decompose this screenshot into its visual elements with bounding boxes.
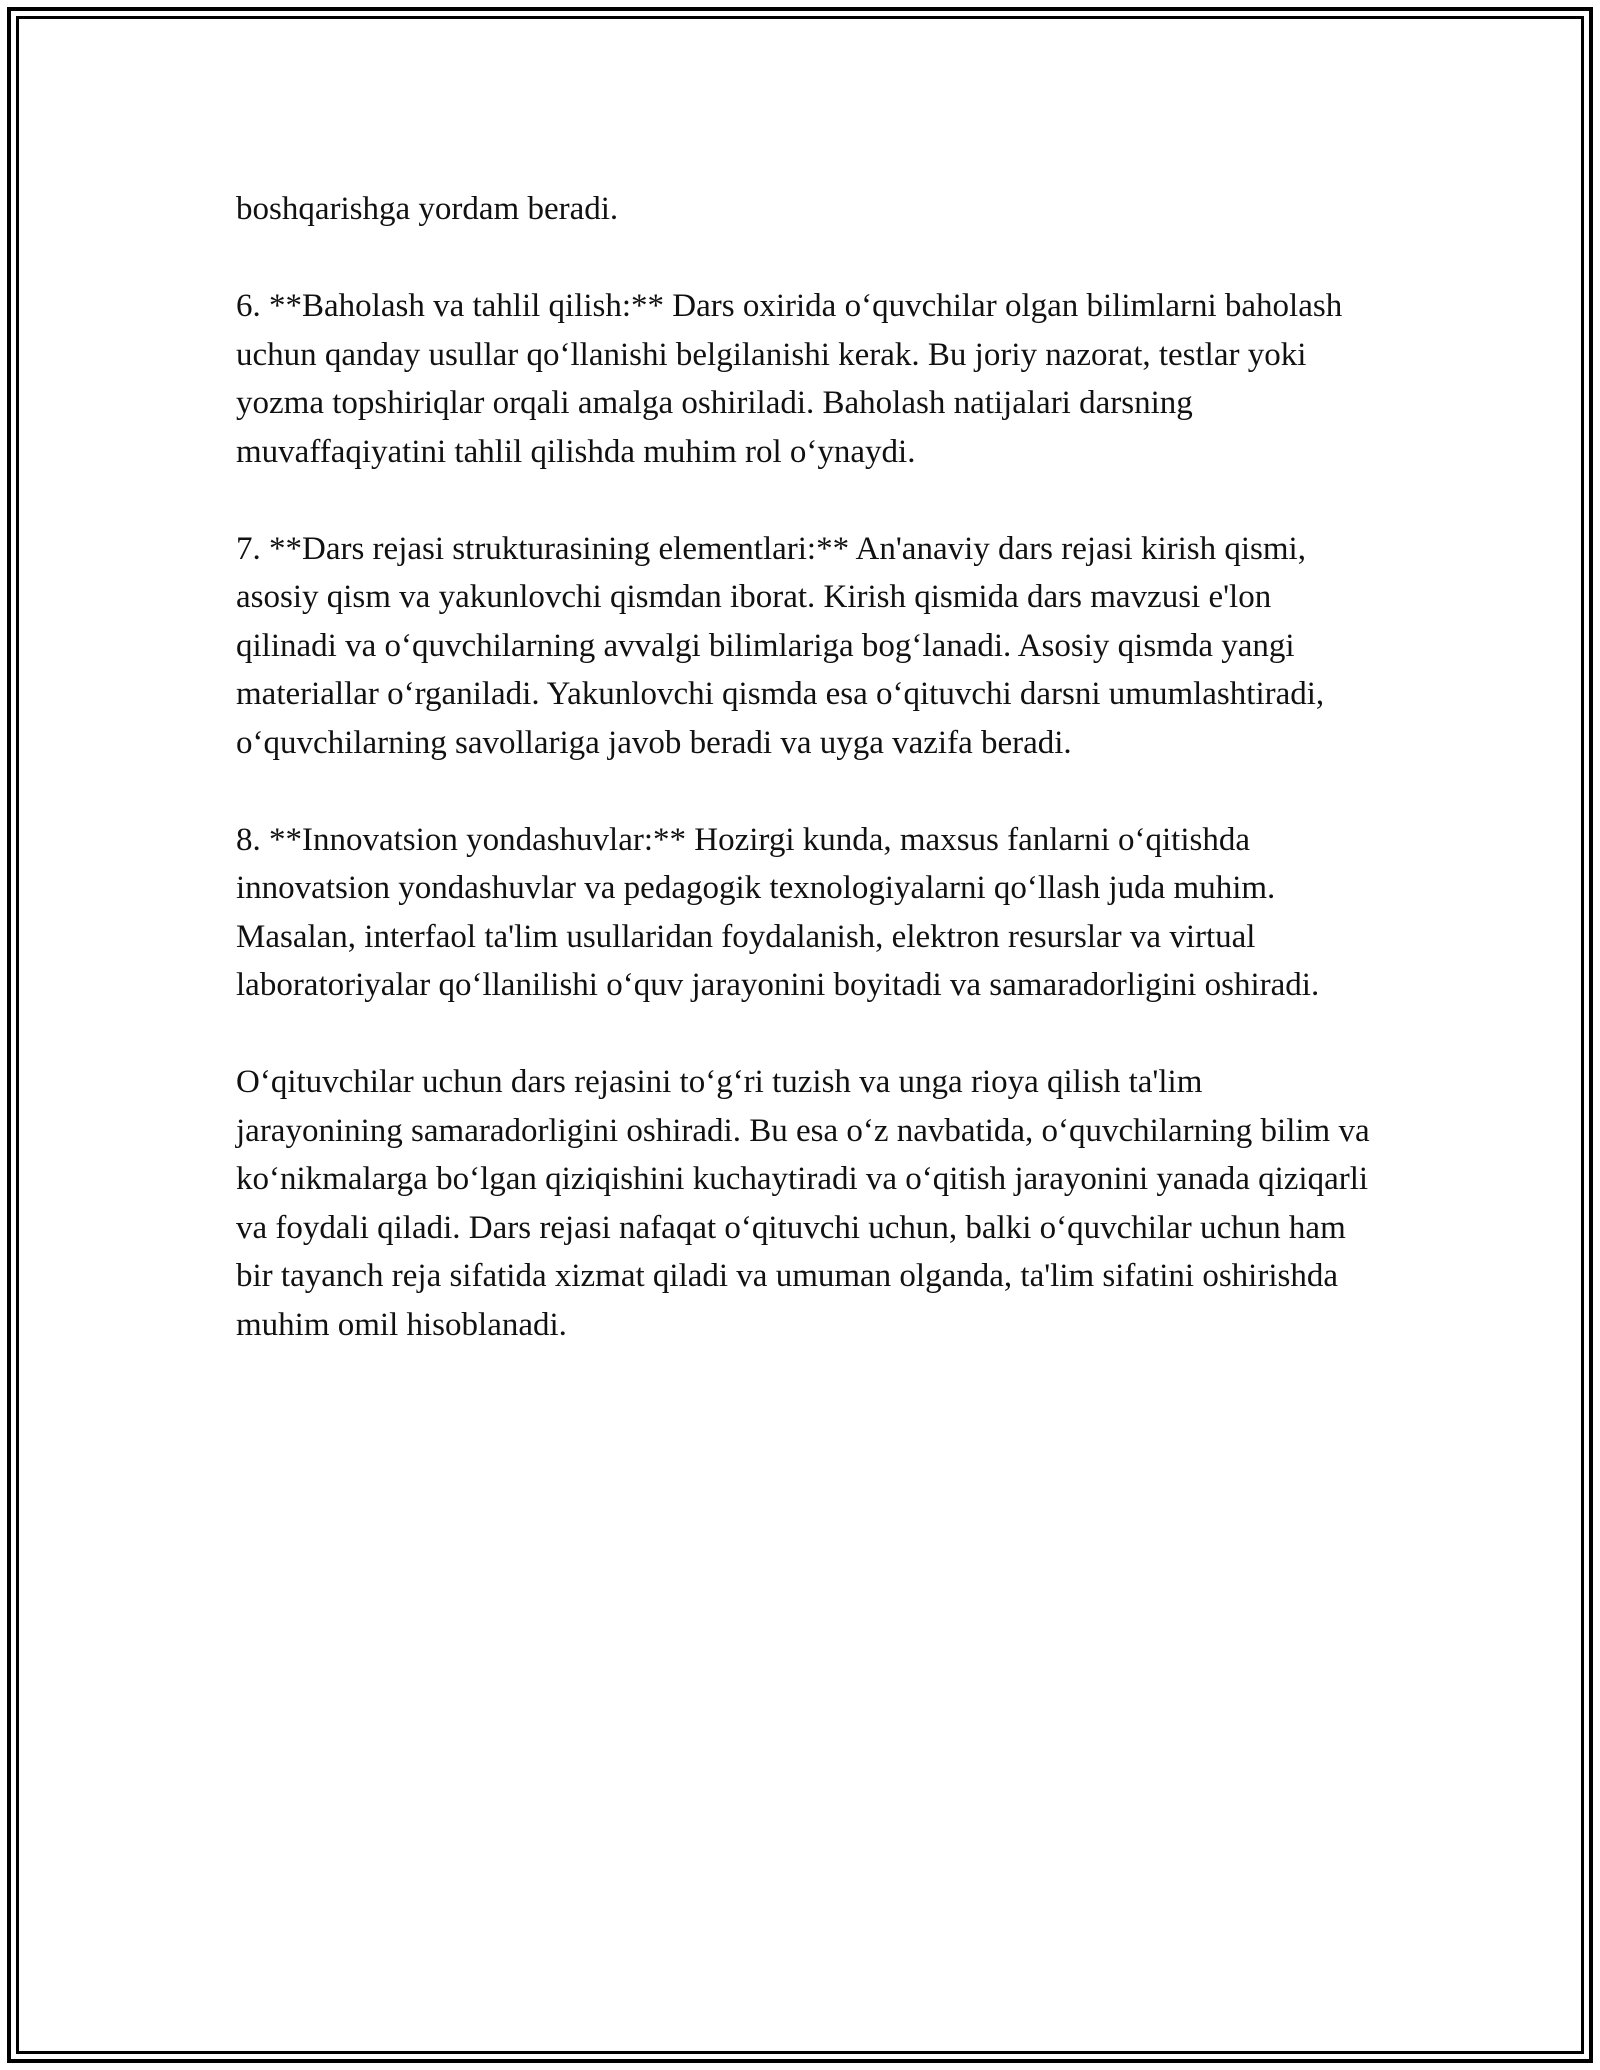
paragraph-conclusion: O‘qituvchilar uchun dars rejasini to‘g‘ri tuzish va unga rioya qilish ta'lim jarayonining samaradorligini oshiradi. Bu esa o‘z navbatida, o‘quvchilarning bilim va ko‘nikmalarga bo‘lgan qiziqishini kuchaytiradi va o‘qitish jarayonini yanada qiziqarli va foydali qiladi. Dars rejasi nafaqat o‘qituvchi uchun, balki o‘quvchilar uchun ham bir tayanch reja sifatida xizmat qiladi va umuman olganda, ta'lim sifatini oshirishda muhim omil hisoblanadi.	[236, 1064, 1370, 1343]
document-body	[236, 185, 1371, 1349]
paragraph-assessment: 6. **Baholash va tahlil qilish:** Dars oxirida o‘quvchilar olgan bilimlarni baholash uchun qanday usullar qo‘llanishi belgilanishi kerak. Bu joriy nazorat, testlar yoki yozma topshiriqlar orqali amalga oshiriladi. Baholash natijalari darsning muvaffaqiyatini tahlil qilishda muhim rol o‘ynaydi.	[236, 288, 1343, 470]
paragraph-structure: 7. **Dars rejasi strukturasining elementlari:** An'anaviy dars rejasi kirish qismi, asosiy qism va yakunlovchi qismdan iborat. Kirish qismida dars mavzusi e'lon qilinadi va o‘quvchilarning avvalgi bilimlariga bog‘lanadi. Asosiy qismda yangi materiallar o‘rganiladi. Yakunlovchi qismda esa o‘qituvchi darsni umumlashtiradi, o‘quvchilarning savollariga javob beradi va uyga vazifa beradi.	[236, 530, 1325, 761]
paragraph-continuation: boshqarishga yordam beradi.	[236, 191, 619, 227]
paragraph-innovation: 8. **Innovatsion yondashuvlar:** Hozirgi kunda, maxsus fanlarni o‘qitishda innovatsion yondashuvlar va pedagogik texnologiyalarni qo‘llash juda muhim. Masalan, interfaol ta'lim usullaridan foydalanish, elektron resurslar va virtual laboratoriyalar qo‘llanilishi o‘quv jarayonini boyitadi va samaradorligini oshiradi.	[236, 821, 1320, 1003]
